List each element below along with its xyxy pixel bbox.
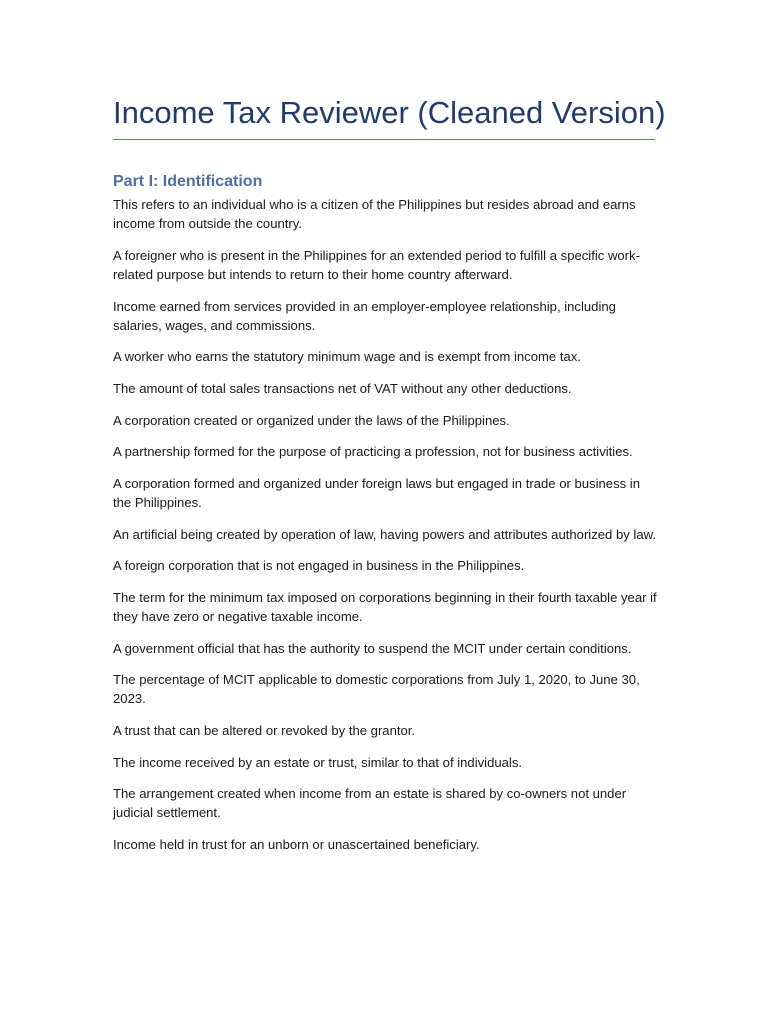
identification-item: A trust that can be altered or revoked by the grantor.: [113, 722, 416, 738]
section-heading: Part I: Identification: [113, 173, 263, 190]
identification-item: The arrangement created when income from an estate is shared by co-owners not under judicial settlement.: [113, 786, 627, 821]
identification-item: A corporation created or organized under the laws of the Philippines.: [113, 412, 510, 428]
identification-item: Income earned from services provided in an employer-employee relationship, including salaries, wages, and commissions.: [113, 298, 616, 333]
identification-item: The term for the minimum tax imposed on corporations beginning in their fourth taxable year if they have zero or negative taxable income.: [113, 589, 657, 624]
identification-item: A government official that has the authority to suspend the MCIT under certain conditions.: [113, 640, 632, 656]
page-title: Income Tax Reviewer (Cleaned Version): [113, 95, 666, 130]
identification-item: A worker who earns the statutory minimum wage and is exempt from income tax.: [113, 349, 581, 365]
identification-item: A foreigner who is present in the Philippines for an extended period to fulfill a specific work-related purpose but intends to return to their home country afterward.: [113, 247, 640, 282]
identification-items: [113, 195, 658, 867]
identification-item: A corporation formed and organized under foreign laws but engaged in trade or business in the Philippines.: [113, 475, 640, 510]
identification-item: This refers to an individual who is a citizen of the Philippines but resides abroad and earns income from outside the country.: [113, 197, 636, 232]
identification-item: An artificial being created by operation of law, having powers and attributes authorized by law.: [113, 526, 656, 542]
title-underline: [113, 139, 655, 140]
identification-item: The percentage of MCIT applicable to domestic corporations from July 1, 2020, to June 30, 2023.: [113, 672, 640, 707]
identification-item: The income received by an estate or trust, similar to that of individuals.: [113, 754, 523, 770]
identification-item: A foreign corporation that is not engaged in business in the Philippines.: [113, 558, 525, 574]
identification-item: The amount of total sales transactions net of VAT without any other deductions.: [113, 380, 572, 396]
identification-item: Income held in trust for an unborn or unascertained beneficiary.: [113, 836, 480, 852]
identification-item: A partnership formed for the purpose of practicing a profession, not for business activities.: [113, 444, 633, 460]
